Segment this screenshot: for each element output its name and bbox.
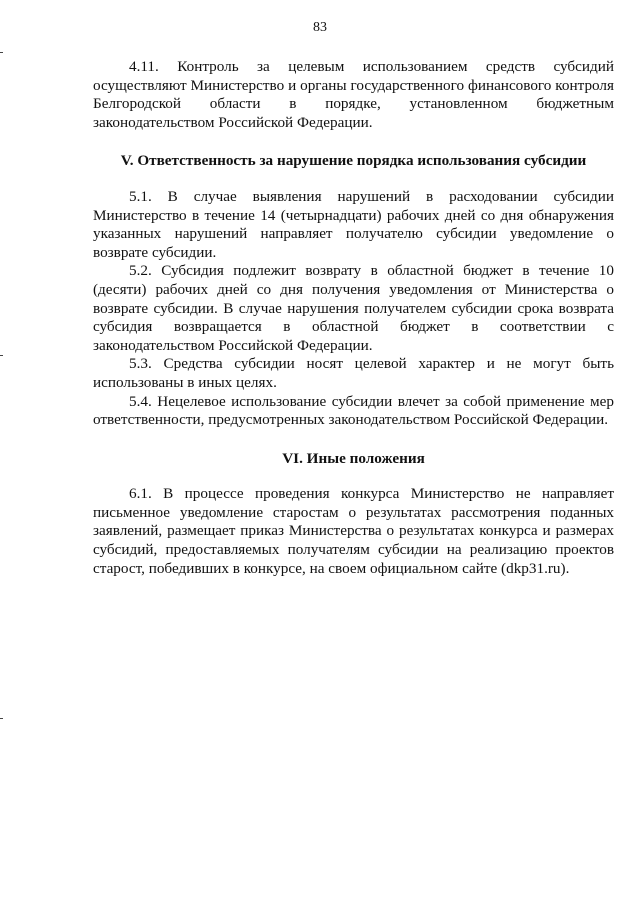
document-body [93, 58, 614, 578]
paragraph-5-3: 5.3. Средства субсидии носят целевой характер и не могут быть использованы в иных целях. [93, 355, 614, 391]
paragraph-4-11: 4.11. Контроль за целевым использованием средств субсидий осуществляют Министерство и органы государственного финансового контроля Белгородской области в порядке, установленном бюджетным законодательством Российской Федерации. [93, 58, 614, 131]
paragraph-5-4: 5.4. Нецелевое использование субсидии влечет за собой применение мер ответственности, предусмотренных законодательством Российской Федерации. [93, 392, 614, 429]
scan-margin-mark [0, 355, 3, 356]
scan-margin-mark [0, 718, 3, 719]
section-6-heading: VI. Иные положения [282, 449, 425, 467]
paragraph-5-1: 5.1. В случае выявления нарушений в расходовании субсидии Министерство в течение 14 (четырнадцати) рабочих дней со дня обнаружения указанных нарушений направляет получателю субсидии уведомление о возврате субсидии. [93, 187, 614, 261]
scan-margin-mark [0, 52, 3, 53]
paragraph-6-1: 6.1. В процессе проведения конкурса Министерство не направляет письменное уведомление старостам о результатах рассмотрения поданных заявлений, размещает приказ Министерства о результатах конкурса и размерах субсидий, предоставляемых получателям субсидии на реализацию проектов старост, победивших в конкурсе, на своем официальном сайте (dkp31.ru). [93, 485, 614, 577]
section-5-heading: V. Ответственность за нарушение порядка использования субсидии [120, 152, 587, 170]
page-number: 83 [313, 20, 327, 35]
paragraph-5-2: 5.2. Субсидия подлежит возврату в областной бюджет в течение 10 (десяти) рабочих дней со дня получения уведомления от Министерства о возврате субсидии. В случае нарушения получателем субсидии срока возврата субсидия возвращается в областной бюджет в соответствии с законодательством Российской Федерации. [93, 262, 614, 354]
